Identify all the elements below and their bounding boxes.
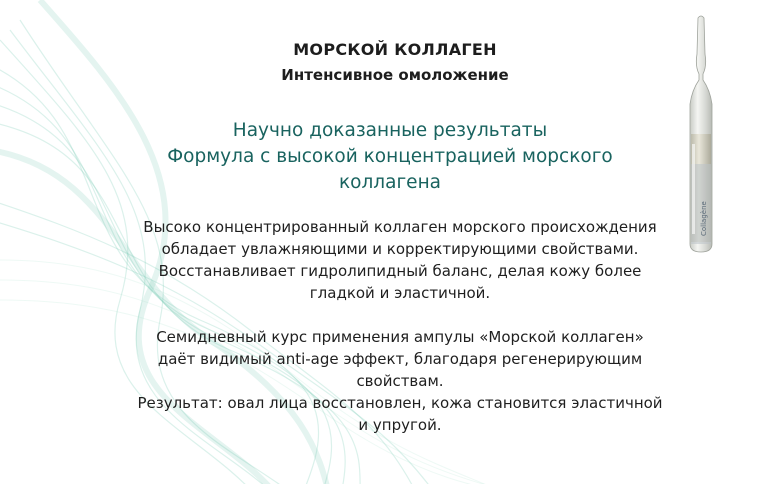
page-subtitle: Интенсивное омоложение <box>281 66 509 84</box>
paragraph-line: Высоко концентрированный коллаген морского происхождения <box>143 218 657 236</box>
paragraph-line: Восстанавливает гидролипидный баланс, делая кожу более <box>158 262 642 280</box>
headline-line: Формула с высокой концентрацией морского <box>167 146 613 167</box>
paragraph-line: свойствам. <box>356 372 444 390</box>
paragraph-spacer <box>100 304 700 326</box>
headline-line: Научно доказанные результаты <box>232 120 548 141</box>
headline-line: коллагена <box>338 172 441 193</box>
ampoule-label: Collagène <box>700 201 708 236</box>
paragraph-line: и упругой. <box>358 416 442 434</box>
headline-block <box>140 118 640 196</box>
page-title: МОРСКОЙ КОЛЛАГЕН <box>293 40 497 59</box>
paragraph-line: гладкой и эластичной. <box>309 284 491 302</box>
paragraph-line: даёт видимый anti-age эффект, благодаря регенерирующим <box>157 350 643 368</box>
paragraph-line: обладает увлажняющими и корректирующими свойствами. <box>161 240 639 258</box>
description-block <box>100 216 700 436</box>
paragraph-line: Результат: овал лица восстановлен, кожа становится эластичной <box>137 394 663 412</box>
paragraph-line: Семидневный курс применения ампулы «Морской коллаген» <box>156 328 644 346</box>
